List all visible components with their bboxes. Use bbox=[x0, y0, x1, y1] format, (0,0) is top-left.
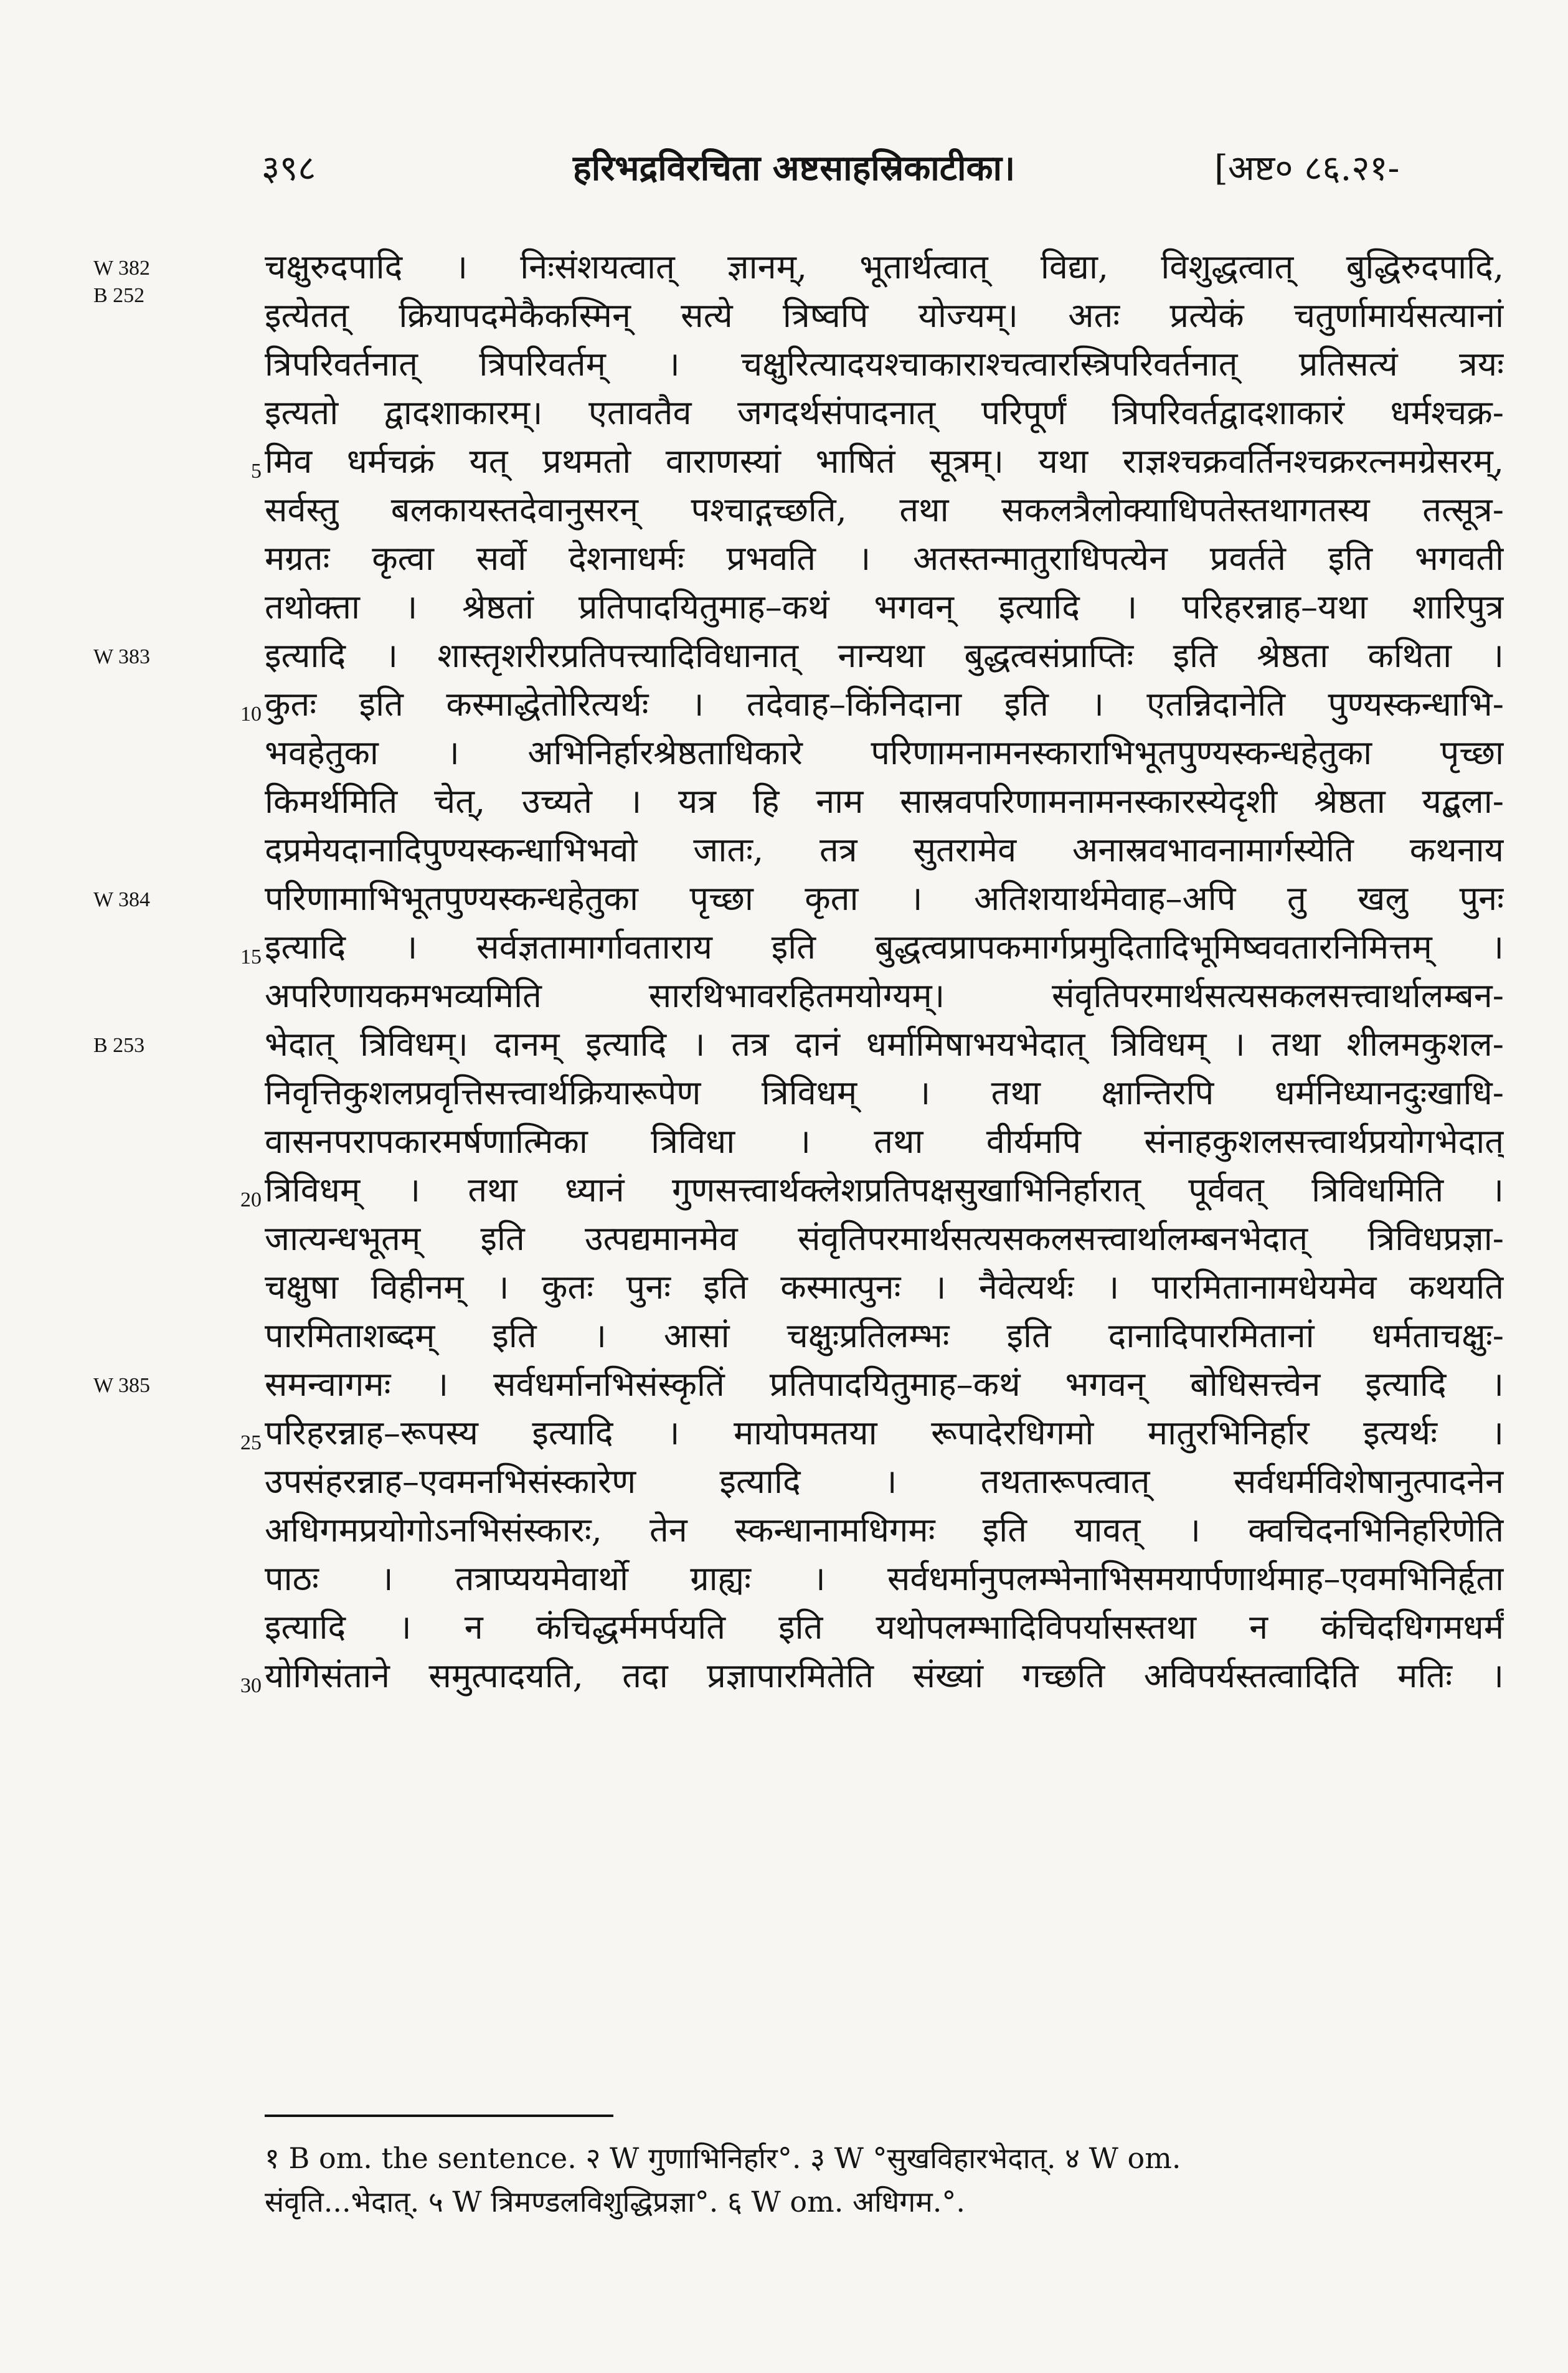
text-line: किमर्थमिति चेत्, उच्यते । यत्र हि नाम सास्रवपरिणामनामनस्कारस्येदृशी श्रेष्ठता यद्बला- bbox=[265, 782, 1504, 821]
line-number: 10 bbox=[240, 703, 262, 726]
text-line: चक्षुरुदपादि । निःसंशयत्वात् ज्ञानम्, भूतार्थत्वात् विद्या, विशुद्धत्वात् बुद्धिरुदपादि, bbox=[265, 247, 1504, 287]
text-line: चक्षुषा विहीनम् । कुतः पुनः इति कस्मात्पुनः । नैवेत्यर्थः । पारमितानामधेयमेव कथयति bbox=[265, 1267, 1504, 1307]
text-line: दप्रमेयदानादिपुण्यस्कन्धाभिभवो जातः, तत्र सुतरामेव अनास्रवभावनामार्गस्येति कथनाय bbox=[265, 830, 1504, 869]
section-reference: [अष्ट० ८६.२१- bbox=[1214, 148, 1400, 189]
text-line: पाठः । तत्राप्ययमेवार्थो ग्राह्यः । सर्वधर्मानुपलम्भेनाभिसमयार्पणार्थमाह–एवमभिनिर्हृता bbox=[265, 1559, 1504, 1598]
footnote-line: १ B om. the sentence. २ W गुणाभिनिर्हार°. ३ W °सुखविहारभेदात्. ४ W om. bbox=[265, 2141, 1181, 2175]
running-title: हरिभद्रविरचिता अष्टसाहस्रिकाटीका। bbox=[573, 148, 1016, 189]
margin-ref: B 252 bbox=[93, 284, 145, 307]
text-line: कुतः इति कस्माद्धेतोरित्यर्थः । तदेवाह–किंनिदाना इति । एतन्निदानेति पुण्यस्कन्धाभि- bbox=[265, 684, 1504, 724]
footnotes bbox=[265, 2136, 1504, 2224]
page-number: ३९८ bbox=[262, 148, 316, 189]
commentary-text bbox=[265, 243, 1504, 1700]
text-line: अधिगमप्रयोगोऽनभिसंस्कारः, तेन स्कन्धानामधिगमः इति यावत् । क्वचिदनभिनिर्हारेणेति bbox=[265, 1510, 1504, 1550]
line-number: 30 bbox=[240, 1674, 262, 1697]
text-line: परिणामाभिभूतपुण्यस्कन्धहेतुका पृच्छा कृता । अतिशयार्थमेवाह–अपि तु खलु पुनः bbox=[265, 879, 1504, 918]
text-line: इत्यतो द्वादशाकारम्। एतावतैव जगदर्थसंपादनात् परिपूर्णं त्रिपरिवर्तद्वादशाकारं धर्मश्चक्र- bbox=[265, 393, 1504, 432]
text-line: सर्वस्तु बलकायस्तदेवानुसरन् पश्चाद्गच्छति, तथा सकलत्रैलोक्याधिपतेस्तथागतस्य तत्सूत्र- bbox=[265, 490, 1504, 529]
text-line: तथोक्ता । श्रेष्ठतां प्रतिपादयितुमाह–कथं भगवन् इत्यादि । परिहरन्नाह–यथा शारिपुत्र bbox=[265, 587, 1504, 627]
text-line: वासनपरापकारमर्षणात्मिका त्रिविधा । तथा वीर्यमपि संनाहकुशलसत्त्वार्थप्रयोगभेदात् bbox=[265, 1122, 1504, 1161]
page-header bbox=[262, 143, 1507, 193]
text-line: जात्यन्धभूतम् इति उत्पद्यमानमेव संवृतिपरमार्थसत्यसकलसत्त्वार्थालम्बनभेदात् त्रिविधप्रज्ञा- bbox=[265, 1219, 1504, 1258]
text-line: इत्यादि । शास्तृशरीरप्रतिपत्त्यादिविधानात् नान्यथा बुद्धत्वसंप्राप्तिः इति श्रेष्ठता कथिता । bbox=[265, 636, 1504, 675]
margin-ref: B 253 bbox=[93, 1034, 145, 1057]
margin-ref: W 382 bbox=[93, 257, 150, 280]
line-number: 5 bbox=[251, 460, 262, 483]
text-line: अपरिणायकमभव्यमिति सारथिभावरहितमयोग्यम्। संवृतिपरमार्थसत्यसकलसत्त्वार्थालम्बन- bbox=[265, 976, 1504, 1015]
text-line: परिहरन्नाह–रूपस्य इत्यादि । मायोपमतया रूपादेरधिगमो मातुरभिनिर्हार इत्यर्थः । bbox=[265, 1413, 1504, 1452]
text-line: त्रिविधम् । तथा ध्यानं गुणसत्त्वार्थक्लेशप्रतिपक्षसुखाभिनिर्हारात् पूर्ववत् त्रिविधमिति । bbox=[265, 1170, 1504, 1210]
footnote-divider bbox=[265, 2115, 613, 2117]
margin-ref: W 384 bbox=[93, 888, 150, 911]
text-line: इत्यादि । सर्वज्ञतामार्गावताराय इति बुद्धत्वप्रापकमार्गप्रमुदितादिभूमिष्ववतारनिमित्तम् । bbox=[265, 927, 1504, 967]
text-line: भेदात् त्रिविधम्। दानम् इत्यादि । तत्र दानं धर्मामिषाभयभेदात् त्रिविधम् । तथा शीलमकुशल- bbox=[265, 1025, 1504, 1064]
footnote-line: संवृति...भेदात्. ५ W त्रिमण्डलविशुद्धिप्रज्ञा°. ६ W om. अधिगम.°. bbox=[265, 2185, 965, 2219]
text-line: पारमिताशब्दम् इति । आसां चक्षुःप्रतिलम्भः इति दानादिपारमितानां धर्मताचक्षुः- bbox=[265, 1316, 1504, 1355]
text-line: मग्रतः कृत्वा सर्वो देशनाधर्मः प्रभवति । अतस्तन्मातुराधिपत्येन प्रवर्तते इति भगवती bbox=[265, 539, 1504, 578]
text-line: निवृत्तिकुशलप्रवृत्तिसत्त्वार्थक्रियारूपेण त्रिविधम् । तथा क्षान्तिरपि धर्मनिध्यानदुःखाधि- bbox=[265, 1073, 1504, 1112]
text-line: उपसंहरन्नाह–एवमनभिसंस्कारेण इत्यादि । तथतारूपत्वात् सर्वधर्मविशेषानुत्पादनेन bbox=[265, 1462, 1504, 1501]
text-line: समन्वागमः । सर्वधर्मानभिसंस्कृतिं प्रतिपादयितुमाह–कथं भगवन् बोधिसत्त्वेन इत्यादि । bbox=[265, 1365, 1504, 1404]
text-line: मिव धर्मचक्रं यत् प्रथमतो वाराणस्यां भाषितं सूत्रम्। यथा राज्ञश्चक्रवर्तिनश्चक्ररत्नमग्रेसरम्, bbox=[265, 442, 1504, 481]
line-number: 20 bbox=[240, 1188, 262, 1211]
text-line: योगिसंताने समुत्पादयति, तदा प्रज्ञापारमितेति संख्यां गच्छति अविपर्यस्तत्वादिति मतिः । bbox=[265, 1656, 1504, 1695]
line-number: 15 bbox=[240, 945, 262, 969]
line-number: 25 bbox=[240, 1431, 262, 1454]
text-line: त्रिपरिवर्तनात् त्रिपरिवर्तम् । चक्षुरित्यादयश्चाकाराश्चत्वारस्त्रिपरिवर्तनात् प्रतिसत्यं त्रयः bbox=[265, 344, 1504, 384]
margin-ref: W 383 bbox=[93, 645, 150, 668]
margin-ref: W 385 bbox=[93, 1374, 150, 1397]
text-line: इत्यादि । न कंचिद्धर्ममर्पयति इति यथोपलम्भादिविपर्यासस्तथा न कंचिदधिगमधर्मं bbox=[265, 1608, 1504, 1647]
text-line: भवहेतुका । अभिनिर्हारश्रेष्ठताधिकारे परिणामनामनस्काराभिभूतपुण्यस्कन्धहेतुका पृच्छा bbox=[265, 733, 1504, 772]
text-line: इत्येतत् क्रियापदमेकैकस्मिन् सत्ये त्रिष्वपि योज्यम्। अतः प्रत्येकं चतुर्णामार्यसत्यानां bbox=[265, 296, 1504, 335]
